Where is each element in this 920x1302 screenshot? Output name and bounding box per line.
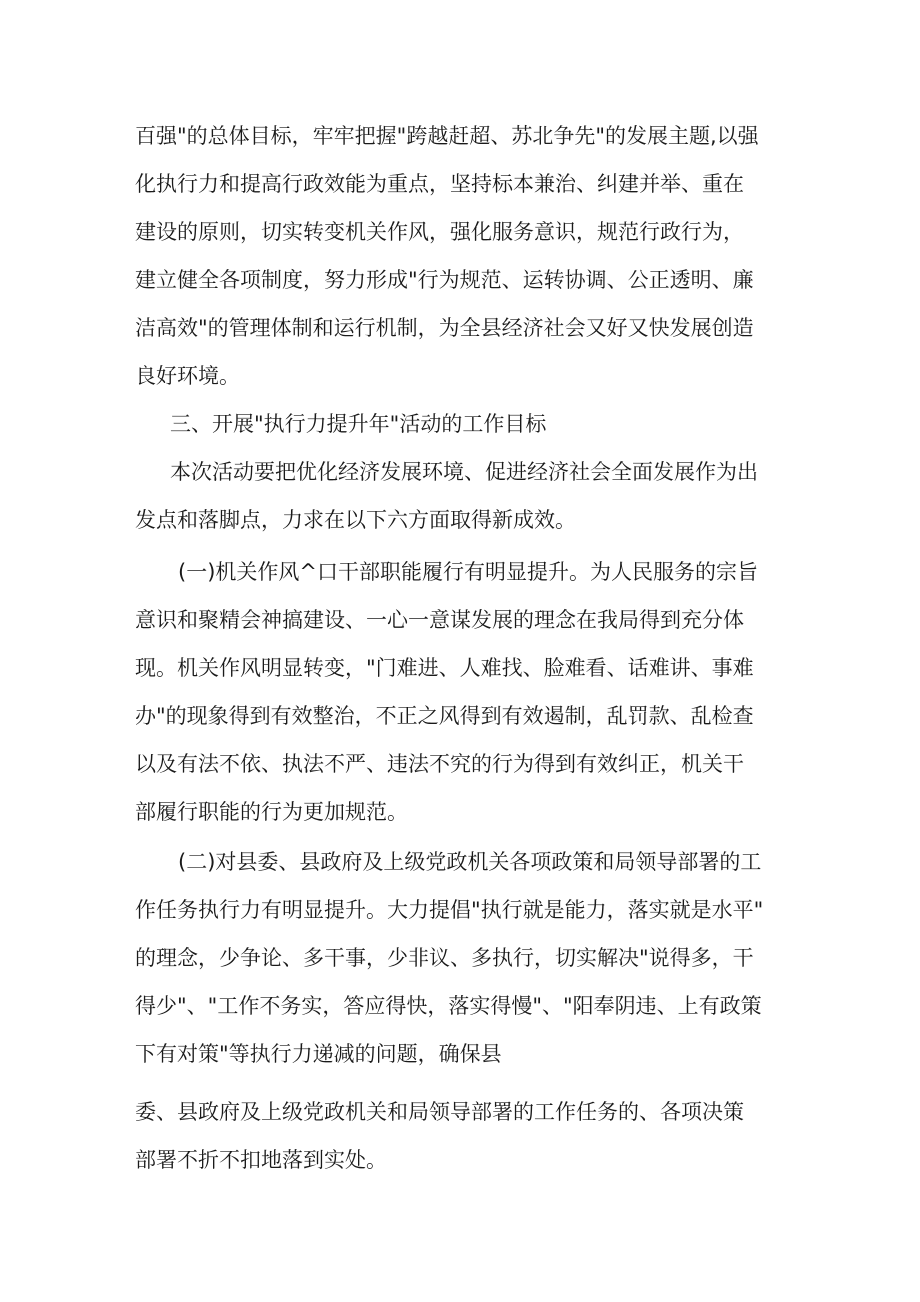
- paragraph-line: 本次活动要把优化经济发展环境、促进经济社会全面发展作为出: [170, 460, 758, 484]
- list-item-line: 得少"、"工作不务实，答应得快，落实得慢"、"阳奉阴违、上有政策: [135, 994, 762, 1018]
- paragraph-line: 建设的原则，切实转变机关作风，强化服务意识，规范行政行为，: [135, 220, 744, 244]
- list-item-line: 部履行职能的行为更加规范。: [135, 800, 408, 824]
- list-item-line: 以及有法不依、执法不严、违法不究的行为得到有效纠正，机关干: [135, 752, 744, 776]
- paragraph-line: 化执行力和提高行政效能为重点，坚持标本兼治、纠建并举、重在: [135, 172, 744, 196]
- list-item-line: 委、县政府及上级党政机关和局领导部署的工作任务的、各项决策: [135, 1100, 744, 1124]
- paragraph-line: 发点和落脚点，力求在以下六方面取得新成效。: [135, 508, 576, 532]
- list-item-line: 办"的现象得到有效整治，不正之风得到有效遏制，乱罚款、乱检查: [135, 704, 754, 728]
- list-item-line: 下有对策"等执行力递减的问题，确保县: [135, 1042, 502, 1066]
- list-item-line: (二)对县委、县政府及上级党政机关各项政策和局领导部署的工: [178, 850, 762, 874]
- paragraph-line: 建立健全各项制度，努力形成"行为规范、运转协调、公正透明、廉: [135, 268, 754, 292]
- list-item-line: 的理念，少争论、多干事，少非议、多执行，切实解决"说得多，干: [135, 946, 754, 970]
- list-item-line: 现。机关作风明显转变，"门难进、人难找、脸难看、话难讲、事难: [135, 656, 754, 680]
- section-heading: 三、开展"执行力提升年"活动的工作目标: [170, 412, 547, 436]
- list-item-line: 意识和聚精会神搞建设、一心一意谋发展的理念在我局得到充分体: [135, 608, 744, 632]
- paragraph-line: 良好环境。: [135, 364, 240, 388]
- list-item-line: (一)机关作风^口干部职能履行有明显提升。为人民服务的宗旨: [178, 560, 758, 584]
- paragraph-line: 洁高效"的管理体制和运行机制，为全县经济社会又好又快发展创造: [135, 316, 754, 340]
- paragraph-line: 百强"的总体目标，牢牢把握"跨越赶超、苏北争先"的发展主题,以强: [135, 124, 759, 148]
- list-item-line: 部署不折不扣地落到实处。: [135, 1148, 387, 1172]
- list-item-line: 作任务执行力有明显提升。大力提倡"执行就是能力，落实就是水平": [135, 898, 764, 922]
